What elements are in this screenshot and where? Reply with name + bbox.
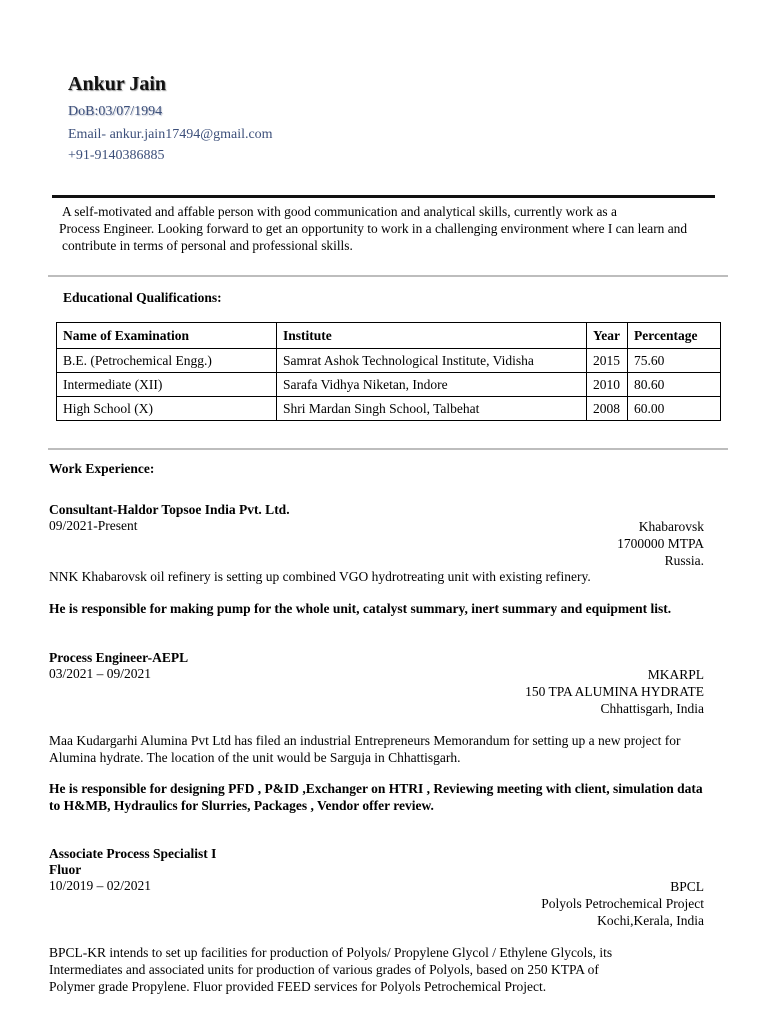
summary-line: contribute in terms of personal and professional skills. bbox=[62, 238, 353, 253]
table-header-row bbox=[57, 323, 721, 349]
responsibility-line: to H&MB, Hydraulics for Slurries, Packages , Vendor offer review. bbox=[49, 798, 434, 813]
section-divider bbox=[48, 448, 728, 450]
job-title: Consultant-Haldor Topsoe India Pvt. Ltd. bbox=[49, 502, 290, 517]
job-dates: 10/2019 – 02/2021 bbox=[49, 878, 152, 893]
job-title: Process Engineer-AEPL bbox=[49, 650, 189, 665]
header-divider bbox=[52, 195, 715, 198]
phone-line: +91-9140386885 bbox=[68, 148, 165, 163]
table-cell: Intermediate (XII) bbox=[57, 373, 277, 397]
summary-line: A self-motivated and affable person with good communication and analytical skills, currently work as a bbox=[62, 204, 617, 219]
section-divider bbox=[48, 275, 728, 277]
description-line: Alumina hydrate. The location of the unit would be Sarguja in Chhattisgarh. bbox=[49, 750, 461, 765]
table-cell: Sarafa Vidhya Niketan, Indore bbox=[277, 373, 587, 397]
table-cell: Samrat Ashok Technological Institute, Vidisha bbox=[277, 349, 587, 373]
job-description bbox=[49, 944, 729, 995]
responsibility-line: He is responsible for designing PFD , P&ID ,Exchanger on HTRI , Reviewing meeting with client, simulation data bbox=[49, 781, 703, 796]
employer-name: Fluor bbox=[49, 862, 82, 877]
job-location bbox=[541, 878, 704, 929]
date-of-birth: DoB:03/07/1994 bbox=[68, 104, 163, 119]
table-cell: High School (X) bbox=[57, 397, 277, 421]
table-cell: 60.00 bbox=[628, 397, 721, 421]
career-summary bbox=[59, 203, 722, 254]
location-line: Chhattisgarh, India bbox=[600, 701, 704, 716]
table-row bbox=[57, 397, 721, 421]
description-line: NNK Khabarovsk oil refinery is setting up combined VGO hydrotreating unit with existing refinery. bbox=[49, 569, 591, 584]
location-line: Kochi,Kerala, India bbox=[597, 913, 704, 928]
table-row bbox=[57, 373, 721, 397]
education-title: Educational Qualifications: bbox=[63, 290, 222, 305]
table-row bbox=[57, 349, 721, 373]
location-line: Polyols Petrochemical Project bbox=[541, 896, 704, 911]
job-title: Associate Process Specialist I bbox=[49, 846, 217, 861]
education-table bbox=[56, 322, 721, 421]
job-location bbox=[617, 518, 704, 569]
table-cell: B.E. (Petrochemical Engg.) bbox=[57, 349, 277, 373]
description-line: Polymer grade Propylene. Fluor provided FEED services for Polyols Petrochemical Project. bbox=[49, 979, 547, 994]
column-header: Institute bbox=[277, 323, 587, 349]
responsibility-line: He is responsible for making pump for the whole unit, catalyst summary, inert summary and equipment list. bbox=[49, 601, 672, 616]
location-line: BPCL bbox=[670, 879, 704, 894]
location-line: MKARPL bbox=[647, 667, 704, 682]
job-responsibility bbox=[49, 600, 729, 617]
job-dates: 09/2021-Present bbox=[49, 518, 138, 533]
job-location bbox=[525, 666, 704, 717]
table-cell: 2008 bbox=[587, 397, 628, 421]
location-line: 150 TPA ALUMINA HYDRATE bbox=[525, 684, 704, 699]
location-line: Russia. bbox=[664, 553, 704, 568]
table-cell: 75.60 bbox=[628, 349, 721, 373]
summary-line: Process Engineer. Looking forward to get an opportunity to work in a challenging environment where I can learn and bbox=[59, 221, 688, 236]
table-cell: Shri Mardan Singh School, Talbehat bbox=[277, 397, 587, 421]
description-line: BPCL-KR intends to set up facilities for production of Polyols/ Propylene Glycol / Ethylene Glycols, its bbox=[49, 945, 613, 960]
column-header: Percentage bbox=[628, 323, 721, 349]
email-line: Email- ankur.jain17494@gmail.com bbox=[68, 127, 273, 142]
work-experience-title: Work Experience: bbox=[49, 461, 155, 476]
candidate-name: Ankur Jain bbox=[68, 73, 167, 95]
table-cell: 2010 bbox=[587, 373, 628, 397]
table-cell: 80.60 bbox=[628, 373, 721, 397]
job-responsibility bbox=[49, 780, 729, 814]
description-line: Intermediates and associated units for production of various grades of Polyols, based on 250 KTPA of bbox=[49, 962, 599, 977]
job-description bbox=[49, 732, 729, 766]
table-cell: 2015 bbox=[587, 349, 628, 373]
column-header: Year bbox=[587, 323, 628, 349]
location-line: Khabarovsk bbox=[638, 519, 704, 534]
column-header: Name of Examination bbox=[57, 323, 277, 349]
job-description bbox=[49, 568, 729, 585]
job-dates: 03/2021 – 09/2021 bbox=[49, 666, 152, 681]
description-line: Maa Kudargarhi Alumina Pvt Ltd has filed an industrial Entrepreneurs Memorandum for setting up a new project for bbox=[49, 733, 681, 748]
location-line: 1700000 MTPA bbox=[617, 536, 704, 551]
